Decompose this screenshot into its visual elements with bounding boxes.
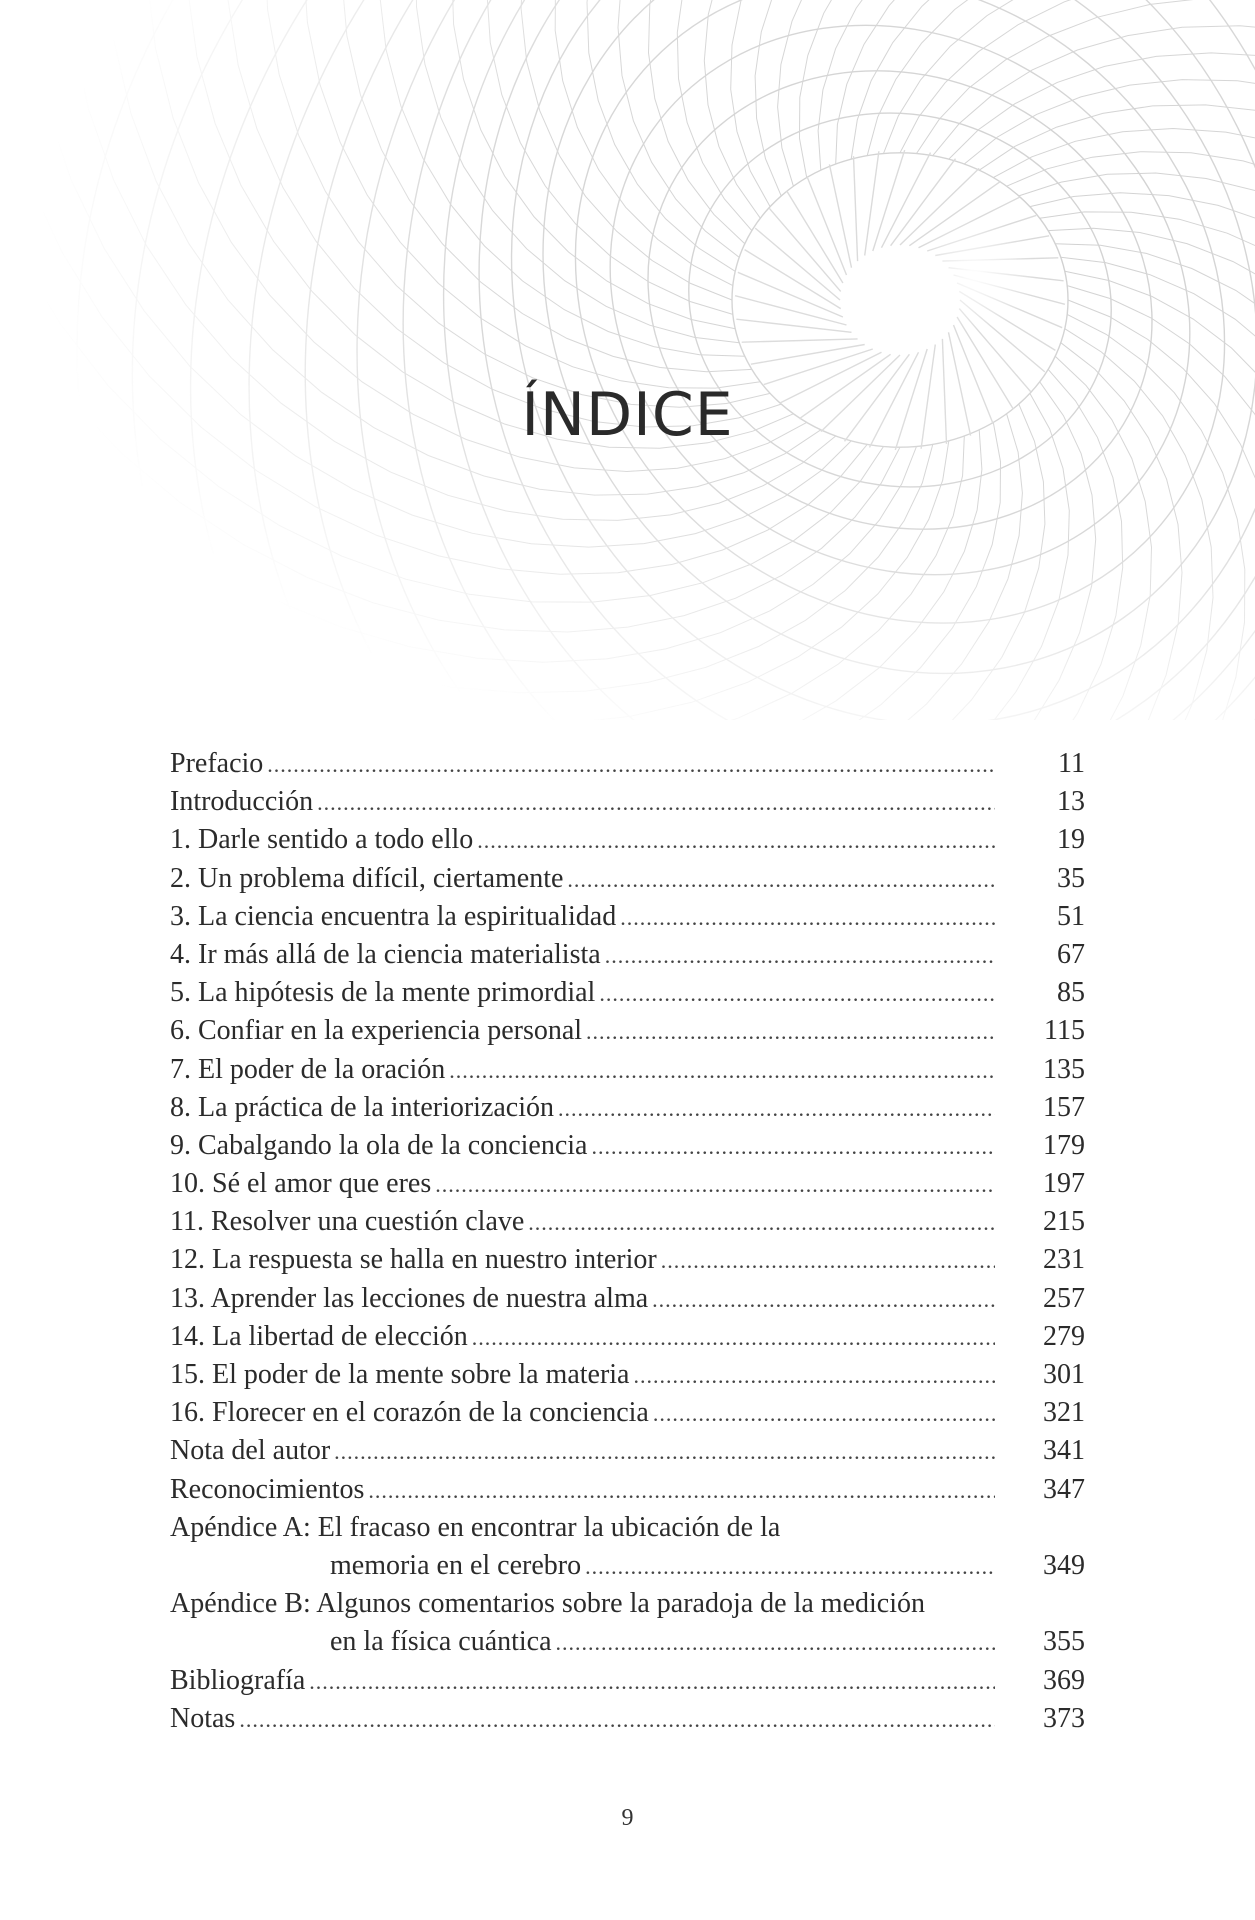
toc-entry-page: 257 (1043, 1282, 1085, 1314)
dot-leader (661, 1242, 995, 1280)
toc-entry-page: 197 (1043, 1168, 1085, 1200)
dot-leader (528, 1204, 995, 1242)
toc-entry-page: 349 (1043, 1549, 1085, 1581)
toc-entry (170, 1203, 1085, 1241)
dot-leader (620, 899, 995, 937)
toc-entry (170, 860, 1085, 898)
toc-entry-title: 16. Florecer en el corazón de la conciencia (170, 1397, 649, 1429)
toc-entry-title: 3. La ciencia encuentra la espiritualidad (170, 900, 617, 932)
dot-leader (477, 822, 995, 860)
toc-entry-title: Introducción (170, 786, 314, 818)
toc-entry (170, 974, 1085, 1012)
toc-entry (170, 1318, 1085, 1356)
toc-entry-title: 14. La libertad de elección (170, 1320, 468, 1352)
toc-entry (170, 936, 1085, 974)
toc-entry-title: 2. Un problema difícil, ciertamente (170, 862, 564, 894)
toc-entry (170, 1662, 1085, 1700)
toc-entry (170, 898, 1085, 936)
toc-entry-title: Apéndice B: Algunos comentarios sobre la paradoja de la medición (170, 1588, 926, 1620)
toc-entry (170, 1241, 1085, 1279)
toc-entry (170, 1089, 1085, 1127)
page-title: ÍNDICE (521, 380, 734, 450)
toc-entry (170, 1356, 1085, 1394)
toc-entry (170, 783, 1085, 821)
toc-entry (170, 1165, 1085, 1203)
toc-entry-title: 5. La hipótesis de la mente primordial (170, 977, 596, 1009)
toc-entry-title: en la física cuántica (330, 1626, 552, 1658)
toc-entry-title: 8. La práctica de la interiorización (170, 1091, 555, 1123)
toc-entry-page: 35 (1057, 862, 1085, 894)
toc-entry (170, 1509, 1085, 1547)
toc-entry-title: 9. Cabalgando la ola de la conciencia (170, 1129, 588, 1161)
toc-entry-page: 157 (1043, 1091, 1085, 1123)
toc-entry (170, 1127, 1085, 1165)
table-of-contents (170, 745, 1085, 1738)
dot-leader (599, 975, 995, 1013)
dot-leader (567, 861, 995, 899)
toc-entry-title: Prefacio (170, 748, 264, 779)
toc-entry-title: Reconocimientos (170, 1473, 365, 1505)
toc-entry-title: Bibliografía (170, 1664, 306, 1696)
toc-entry (170, 1051, 1085, 1089)
toc-entry-page: 301 (1043, 1359, 1085, 1390)
toc-entry-page: 135 (1043, 1053, 1085, 1085)
toc-entry-title: 4. Ir más allá de la ciencia materialista (170, 938, 601, 970)
dot-leader (653, 1395, 995, 1433)
spiral-spoke (265, 0, 770, 407)
dot-leader (239, 1701, 995, 1739)
toc-entry (170, 1623, 1085, 1661)
toc-entry-title: 15. El poder de la mente sobre la materia (170, 1359, 630, 1390)
toc-entry (170, 1547, 1085, 1585)
dot-leader (605, 937, 995, 975)
toc-entry-page: 67 (1057, 938, 1085, 970)
toc-entry (170, 821, 1085, 859)
dot-leader (652, 1281, 995, 1319)
toc-entry-page: 179 (1043, 1129, 1085, 1161)
spiral-spoke (0, 436, 964, 720)
toc-entry-page: 13 (1057, 786, 1085, 818)
toc-entry-title: 7. El poder de la oración (170, 1053, 446, 1085)
toc-entry-title: 12. La respuesta se halla en nuestro interior (170, 1244, 657, 1276)
toc-entry (170, 1471, 1085, 1509)
toc-entry-page: 347 (1043, 1473, 1085, 1505)
toc-entry-title: Nota del autor (170, 1435, 331, 1467)
dot-leader (317, 784, 995, 822)
dot-leader (368, 1472, 995, 1510)
dot-leader (435, 1166, 995, 1204)
spiral-spoke (836, 0, 1255, 164)
toc-entry-page: 341 (1043, 1435, 1085, 1467)
toc-entry (170, 1585, 1085, 1623)
toc-entry-title: Apéndice A: El fracaso en encontrar la ubicación de la (170, 1511, 781, 1543)
dot-leader (558, 1090, 995, 1128)
dot-leader (267, 746, 995, 784)
toc-entry-page: 231 (1043, 1244, 1085, 1276)
toc-entry-page: 51 (1057, 900, 1085, 932)
page-number: 9 (621, 1805, 634, 1831)
dot-leader (334, 1433, 995, 1471)
toc-entry-title: 11. Resolver una cuestión clave (170, 1206, 525, 1238)
toc-entry-title: memoria en el cerebro (330, 1549, 582, 1581)
dot-leader (586, 1013, 995, 1051)
toc-entry-page: 11 (1058, 748, 1085, 779)
spiral-spoke (0, 430, 982, 720)
dot-leader (309, 1663, 995, 1701)
toc-entry (170, 745, 1085, 783)
toc-entry (170, 1280, 1085, 1318)
dot-leader (556, 1624, 995, 1662)
spiral-ring (190, 0, 1255, 720)
spiral-spoke (23, 0, 851, 547)
toc-entry-page: 19 (1057, 824, 1085, 856)
toc-entry (170, 1394, 1085, 1432)
toc-entry (170, 1700, 1085, 1738)
toc-entry-page: 373 (1043, 1702, 1085, 1734)
toc-entry-page: 215 (1043, 1206, 1085, 1238)
toc-entry-page: 85 (1057, 977, 1085, 1009)
toc-entry-page: 369 (1043, 1664, 1085, 1696)
toc-entry (170, 1012, 1085, 1050)
toc-entry-page: 115 (1044, 1015, 1085, 1047)
spiral-spoke (0, 422, 1001, 720)
spiral-spoke (303, 0, 760, 388)
dot-leader (633, 1357, 995, 1395)
spiral-tunnel-icon (0, 0, 1255, 720)
toc-entry-title: 6. Confiar en la experiencia personal (170, 1015, 583, 1047)
dot-leader (472, 1319, 995, 1357)
dot-leader (449, 1052, 995, 1090)
toc-entry-page: 279 (1043, 1320, 1085, 1352)
toc-entry-title: Notas (170, 1702, 236, 1734)
toc-entry (170, 1432, 1085, 1470)
spiral-spoke (1040, 212, 1255, 720)
toc-entry-title: 10. Sé el amor que eres (170, 1168, 432, 1200)
dot-leader (585, 1548, 995, 1586)
dot-leader (591, 1128, 995, 1166)
spiral-spoke (379, 0, 745, 356)
toc-entry-title: 1. Darle sentido a todo ello (170, 824, 474, 856)
toc-entry-page: 321 (1043, 1397, 1085, 1429)
toc-entry-title: 13. Aprender las lecciones de nuestra alma (170, 1282, 649, 1314)
toc-entry-page: 355 (1043, 1626, 1085, 1658)
